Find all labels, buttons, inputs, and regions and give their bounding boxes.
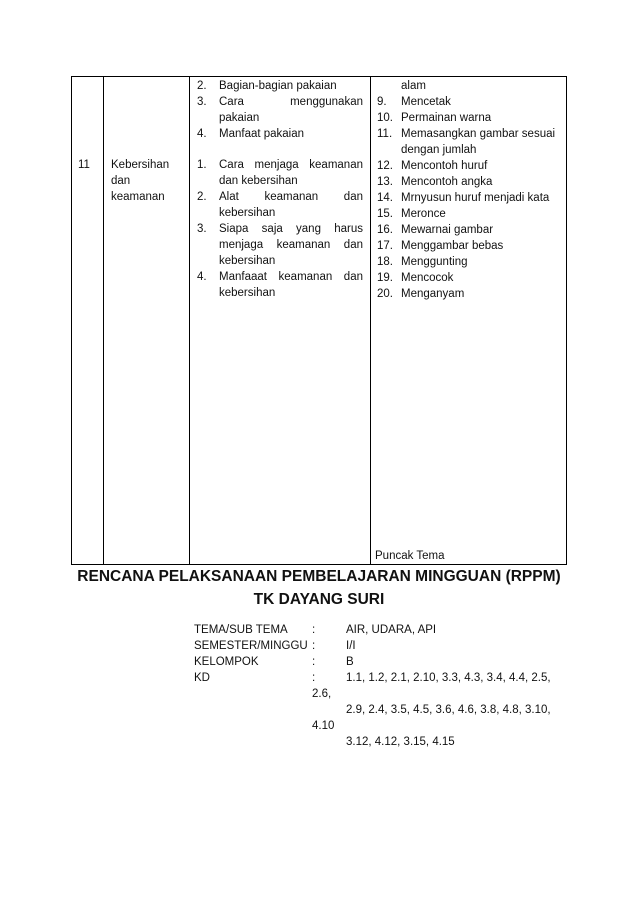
list-item-number: 12. xyxy=(377,160,393,172)
list-item-number: 9. xyxy=(377,96,387,108)
list-item-text: Menggambar bebas xyxy=(401,240,504,252)
table-column-divider xyxy=(370,77,371,564)
list-item-number: 3. xyxy=(197,223,207,235)
kd-value-line: 2.9, 2.4, 3.5, 4.5, 3.6, 4.6, 3.8, 4.8, 3.10, xyxy=(346,704,551,716)
kd-label: KD xyxy=(194,672,210,684)
subtheme-list-bottom xyxy=(197,157,363,301)
list-item-text: Mencontoh huruf xyxy=(401,160,488,172)
list-item xyxy=(197,221,363,269)
activity-list xyxy=(377,94,563,302)
theme-line: keamanan xyxy=(111,191,165,203)
list-item xyxy=(197,189,363,221)
list-item-number: 15. xyxy=(377,208,393,220)
list-item-text: Permainan warna xyxy=(401,112,492,124)
list-item-number: 19. xyxy=(377,272,393,284)
activity-continuation: alam xyxy=(401,80,426,92)
list-item-text: Menganyam xyxy=(401,288,465,300)
list-item-text: Siapa saja yang harus menjaga keamanan dan kebersihan xyxy=(219,223,363,267)
list-item-text: Mrnyusun huruf menjadi kata xyxy=(401,192,550,204)
list-item-number: 14. xyxy=(377,192,393,204)
theme-cell xyxy=(111,157,183,205)
activity-footer: Puncak Tema xyxy=(375,550,445,562)
kd-value-line: 3.12, 4.12, 3.15, 4.15 xyxy=(346,736,455,748)
list-item xyxy=(377,190,563,206)
list-item-text: Manfaat pakaian xyxy=(219,128,305,140)
list-item-text: Manfaaat keamanan dan kebersihan xyxy=(219,271,363,299)
list-item-number: 17. xyxy=(377,240,393,252)
colon: : xyxy=(312,640,316,652)
kelompok-value: B xyxy=(346,656,354,668)
school-name: TK DAYANG SURI xyxy=(253,591,385,608)
list-item-number: 13. xyxy=(377,176,393,188)
list-item-text: Mewarnai gambar xyxy=(401,224,494,236)
colon: : xyxy=(312,656,316,668)
document-title: RENCANA PELAKSANAAN PEMBELAJARAN MINGGUAN (RPPM) xyxy=(77,568,561,585)
list-item-number: 3. xyxy=(197,96,207,108)
kelompok-label: KELOMPOK xyxy=(194,656,259,668)
list-item-number: 18. xyxy=(377,256,393,268)
list-item xyxy=(377,222,563,238)
list-item-text: Mencontoh angka xyxy=(401,176,493,188)
list-item xyxy=(197,157,363,189)
semester-label: SEMESTER/MINGGU xyxy=(194,640,308,652)
curriculum-table xyxy=(71,76,567,565)
list-item xyxy=(377,126,563,158)
row-number: 11 xyxy=(78,159,90,171)
list-item-number: 4. xyxy=(197,128,207,140)
kd-value-wrap: 4.10 xyxy=(312,720,335,732)
list-item-number: 10. xyxy=(377,112,393,124)
list-item xyxy=(377,270,563,286)
kd-value-wrap: 2.6, xyxy=(312,688,332,700)
kd-value-line: 1.1, 1.2, 2.1, 2.10, 3.3, 4.3, 3.4, 4.4, 2.5, xyxy=(346,672,551,684)
colon: : xyxy=(312,672,316,684)
theme-line: Kebersihan xyxy=(111,159,170,171)
list-item-text: Cara menjaga keamanan dan kebersihan xyxy=(219,159,363,187)
list-item xyxy=(377,206,563,222)
list-item-number: 11. xyxy=(377,128,393,140)
colon: : xyxy=(312,624,316,636)
list-item xyxy=(377,254,563,270)
tema-value: AIR, UDARA, API xyxy=(346,624,437,636)
list-item-text: Alat keamanan dan kebersihan xyxy=(219,191,363,219)
semester-value: I/I xyxy=(346,640,356,652)
list-item xyxy=(377,238,563,254)
list-item xyxy=(377,286,563,302)
list-item xyxy=(197,269,363,301)
table-column-divider xyxy=(189,77,190,564)
list-item-number: 2. xyxy=(197,191,207,203)
list-item xyxy=(197,126,363,142)
list-item-text: Menggunting xyxy=(401,256,468,268)
tema-label: TEMA/SUB TEMA xyxy=(194,624,288,636)
table-column-divider xyxy=(103,77,104,564)
list-item-number: 20. xyxy=(377,288,393,300)
list-item-text: Meronce xyxy=(401,208,446,220)
list-item-text: Mencocok xyxy=(401,272,454,284)
list-item xyxy=(377,174,563,190)
list-item-number: 4. xyxy=(197,271,207,283)
list-item-text: Bagian-bagian pakaian xyxy=(219,80,337,92)
subtheme-list-top xyxy=(197,78,363,142)
list-item xyxy=(377,110,563,126)
list-item xyxy=(197,78,363,94)
list-item-text: Cara menggunakan pakaian xyxy=(219,96,363,124)
theme-line: dan xyxy=(111,175,131,187)
list-item-number: 1. xyxy=(197,159,207,171)
list-item-number: 2. xyxy=(197,80,207,92)
list-item-text: Mencetak xyxy=(401,96,451,108)
list-item xyxy=(197,94,363,126)
list-item-number: 16. xyxy=(377,224,393,236)
list-item xyxy=(377,94,563,110)
list-item xyxy=(377,158,563,174)
list-item-text: Memasangkan gambar sesuai dengan jumlah xyxy=(401,128,556,156)
